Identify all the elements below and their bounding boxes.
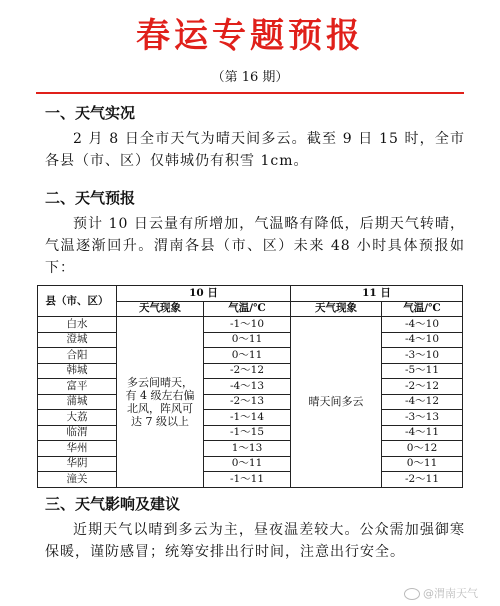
day2-temp: -2～12 bbox=[382, 379, 463, 395]
section-heading-advice: 三、天气影响及建议 bbox=[45, 495, 181, 513]
day2-temp: -4～11 bbox=[382, 425, 463, 441]
day1-temp: 1～13 bbox=[204, 441, 291, 457]
day1-temp: -1～10 bbox=[204, 317, 291, 333]
table-row bbox=[38, 332, 463, 348]
day2-temp: -5～11 bbox=[382, 363, 463, 379]
day1-temp: -2～12 bbox=[204, 363, 291, 379]
day2-temp: 0～12 bbox=[382, 441, 463, 457]
header-day1-weather: 天气现象 bbox=[117, 301, 204, 317]
day1-temp: 0～11 bbox=[204, 348, 291, 364]
county-name: 华阴 bbox=[38, 456, 117, 472]
table-row bbox=[38, 425, 463, 441]
table-row bbox=[38, 394, 463, 410]
county-name: 华州 bbox=[38, 441, 117, 457]
weibo-watermark bbox=[404, 585, 478, 601]
county-name: 临渭 bbox=[38, 425, 117, 441]
day2-temp: -3～13 bbox=[382, 410, 463, 426]
table-row bbox=[38, 456, 463, 472]
day1-temp: 0～11 bbox=[204, 332, 291, 348]
county-name: 合阳 bbox=[38, 348, 117, 364]
day1-weather-desc: 多云间晴天，有 4 级左右偏北风，阵风可达 7 级以上 bbox=[117, 317, 204, 488]
issue-number: （第 16 期） bbox=[211, 70, 289, 85]
section-heading-forecast: 二、天气预报 bbox=[45, 189, 136, 207]
header-day2-temp: 气温/℃ bbox=[382, 301, 463, 317]
day1-temp: 0～11 bbox=[204, 456, 291, 472]
day2-temp: 0～11 bbox=[382, 456, 463, 472]
table-row bbox=[38, 317, 463, 333]
header-county: 县（市、区） bbox=[38, 286, 117, 317]
day2-temp: -4～12 bbox=[382, 394, 463, 410]
day1-temp: -1～15 bbox=[204, 425, 291, 441]
section-text-forecast: 预计 10 日云量有所增加，气温略有降低，后期天气转晴，气温逐渐回升。渭南各县（市、区）未来 48 小时具体预报如下： bbox=[45, 216, 465, 276]
title-divider bbox=[36, 92, 464, 94]
table-row bbox=[38, 472, 463, 488]
county-name: 韩城 bbox=[38, 363, 117, 379]
county-name: 潼关 bbox=[38, 472, 117, 488]
day1-temp: -4～13 bbox=[204, 379, 291, 395]
table-row bbox=[38, 441, 463, 457]
day2-temp: -4～10 bbox=[382, 332, 463, 348]
header-day2-weather: 天气现象 bbox=[291, 301, 382, 317]
day2-temp: -3～10 bbox=[382, 348, 463, 364]
day1-temp: -2～13 bbox=[204, 394, 291, 410]
page-title: 春运专题预报 bbox=[136, 16, 364, 56]
forecast-table bbox=[37, 285, 463, 488]
section-heading-observation: 一、天气实况 bbox=[45, 104, 136, 122]
section-text-observation: 2 月 8 日全市天气为晴天间多云。截至 9 日 15 时，全市各县（市、区）仅韩城仍有积雪 1cm。 bbox=[45, 131, 465, 169]
watermark-text: @渭南天气 bbox=[423, 587, 478, 600]
day2-weather-desc: 晴天间多云 bbox=[291, 317, 382, 488]
header-day1-temp: 气温/℃ bbox=[204, 301, 291, 317]
section-text-advice: 近期天气以晴到多云为主，昼夜温差较大。公众需加强御寒保暖，谨防感冒；统筹安排出行时间，注意出行安全。 bbox=[45, 522, 465, 560]
header-day2: 11 日 bbox=[291, 286, 463, 302]
day2-temp: -2～11 bbox=[382, 472, 463, 488]
weibo-icon bbox=[404, 588, 420, 600]
county-name: 蒲城 bbox=[38, 394, 117, 410]
day1-temp: -1～11 bbox=[204, 472, 291, 488]
header-day1: 10 日 bbox=[117, 286, 291, 302]
table-row bbox=[38, 410, 463, 426]
county-name: 大荔 bbox=[38, 410, 117, 426]
table-row bbox=[38, 379, 463, 395]
day1-temp: -1～14 bbox=[204, 410, 291, 426]
table-row bbox=[38, 348, 463, 364]
table-row bbox=[38, 363, 463, 379]
day2-temp: -4～10 bbox=[382, 317, 463, 333]
county-name: 澄城 bbox=[38, 332, 117, 348]
county-name: 白水 bbox=[38, 317, 117, 333]
county-name: 富平 bbox=[38, 379, 117, 395]
